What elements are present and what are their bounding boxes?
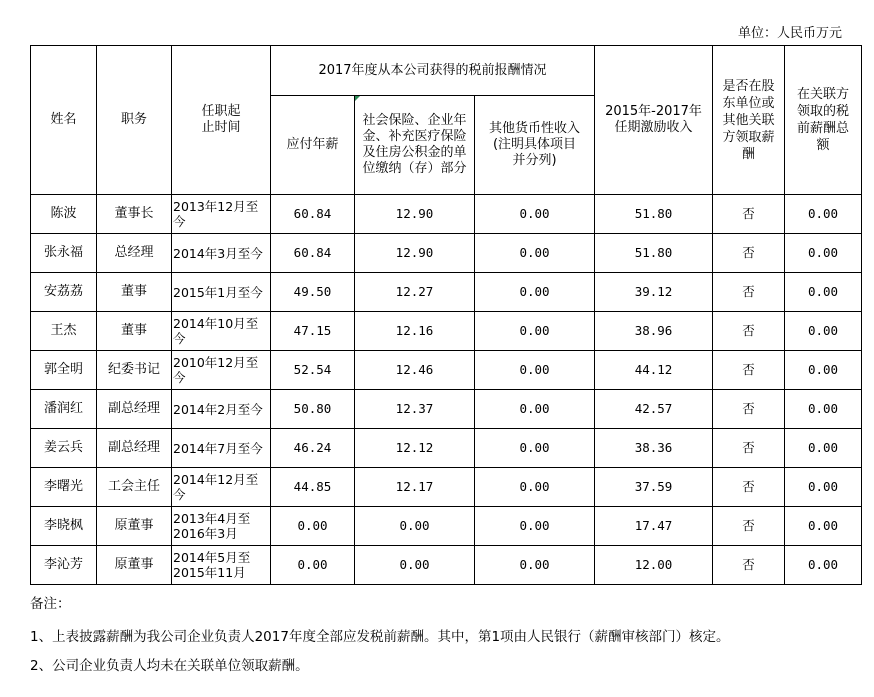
salary-table (30, 45, 862, 585)
cell-social-insurance: 0.00 (355, 546, 475, 585)
cell-incentive: 42.57 (595, 390, 713, 429)
cell-incentive: 17.47 (595, 507, 713, 546)
cell-incentive: 51.80 (595, 234, 713, 273)
cell-name: 郭全明 (31, 351, 97, 390)
cell-position: 总经理 (97, 234, 172, 273)
table-row (31, 351, 862, 390)
cell-term: 2010年12月至今 (172, 351, 271, 390)
cell-annual-salary: 60.84 (271, 195, 355, 234)
header-other-income (475, 96, 595, 195)
cell-position: 董事 (97, 273, 172, 312)
cell-position: 原董事 (97, 546, 172, 585)
cell-annual-salary: 52.54 (271, 351, 355, 390)
cell-name: 张永福 (31, 234, 97, 273)
cell-term: 2014年10月至今 (172, 312, 271, 351)
header-term-label: 任职起止时间 (201, 104, 241, 135)
cell-term: 2014年3月至今 (172, 234, 271, 273)
cell-term: 2014年12月至今 (172, 468, 271, 507)
comment-marker-icon (355, 96, 360, 101)
note-item: 2、公司企业负责人均未在关联单位领取薪酬。 (30, 658, 309, 674)
cell-social-insurance: 12.37 (355, 390, 475, 429)
table-row (31, 429, 862, 468)
cell-related-total: 0.00 (785, 195, 862, 234)
table-row (31, 312, 862, 351)
cell-related-party: 否 (713, 273, 785, 312)
cell-annual-salary: 60.84 (271, 234, 355, 273)
cell-name: 安荔荔 (31, 273, 97, 312)
cell-name: 李曙光 (31, 468, 97, 507)
notes-title: 备注： (30, 596, 71, 612)
cell-name: 李晓枫 (31, 507, 97, 546)
cell-term: 2014年7月至今 (172, 429, 271, 468)
cell-incentive: 38.36 (595, 429, 713, 468)
unit-label: 单位：人民币万元 (737, 26, 842, 41)
cell-related-total: 0.00 (785, 429, 862, 468)
cell-related-total: 0.00 (785, 273, 862, 312)
cell-incentive: 39.12 (595, 273, 713, 312)
header-annual-salary: 应付年薪 (271, 96, 355, 195)
header-social-insurance-label: 社会保险、企业年金、补充医疗保险及住房公积金的单位缴纳（存）部分 (362, 113, 467, 176)
header-related-total-label: 在关联方领取的税前薪酬总额 (797, 87, 850, 153)
cell-other-income: 0.00 (475, 351, 595, 390)
header-related-party (713, 46, 785, 195)
cell-incentive: 12.00 (595, 546, 713, 585)
note-item: 1、上表披露薪酬为我公司企业负责人2017年度全部应发税前薪酬。其中，第1项由人民银行（薪酬审核部门）核定。 (30, 629, 730, 645)
cell-name: 李沁芳 (31, 546, 97, 585)
cell-related-party: 否 (713, 546, 785, 585)
cell-related-party: 否 (713, 390, 785, 429)
header-incentive-label: 2015年-2017年任期激励收入 (605, 104, 702, 135)
cell-term: 2015年1月至今 (172, 273, 271, 312)
cell-annual-salary: 0.00 (271, 507, 355, 546)
cell-related-total: 0.00 (785, 507, 862, 546)
header-social-insurance (355, 96, 475, 195)
cell-position: 董事长 (97, 195, 172, 234)
cell-term: 2014年2月至今 (172, 390, 271, 429)
cell-name: 姜云兵 (31, 429, 97, 468)
cell-related-party: 否 (713, 507, 785, 546)
header-related-total (785, 46, 862, 195)
cell-term: 2013年12月至今 (172, 195, 271, 234)
cell-other-income: 0.00 (475, 429, 595, 468)
table-row (31, 390, 862, 429)
cell-social-insurance: 12.90 (355, 234, 475, 273)
cell-position: 董事 (97, 312, 172, 351)
cell-related-party: 否 (713, 312, 785, 351)
cell-related-party: 否 (713, 429, 785, 468)
cell-other-income: 0.00 (475, 195, 595, 234)
table-row (31, 195, 862, 234)
cell-term: 2014年5月至2015年11月 (172, 546, 271, 585)
cell-annual-salary: 50.80 (271, 390, 355, 429)
cell-social-insurance: 12.17 (355, 468, 475, 507)
cell-position: 工会主任 (97, 468, 172, 507)
table-row (31, 273, 862, 312)
header-position: 职务 (97, 46, 172, 195)
cell-position: 原董事 (97, 507, 172, 546)
cell-incentive: 44.12 (595, 351, 713, 390)
cell-other-income: 0.00 (475, 507, 595, 546)
cell-name: 陈波 (31, 195, 97, 234)
header-related-party-label: 是否在股东单位或其他关联方领取薪酬 (722, 78, 775, 162)
salary-table-body (31, 195, 862, 585)
cell-related-total: 0.00 (785, 234, 862, 273)
cell-annual-salary: 47.15 (271, 312, 355, 351)
cell-related-party: 否 (713, 195, 785, 234)
cell-related-total: 0.00 (785, 351, 862, 390)
cell-related-total: 0.00 (785, 468, 862, 507)
cell-other-income: 0.00 (475, 468, 595, 507)
cell-other-income: 0.00 (475, 234, 595, 273)
table-row (31, 468, 862, 507)
cell-position: 纪委书记 (97, 351, 172, 390)
cell-related-total: 0.00 (785, 312, 862, 351)
header-term (172, 46, 271, 195)
table-row (31, 234, 862, 273)
cell-social-insurance: 12.16 (355, 312, 475, 351)
cell-social-insurance: 12.12 (355, 429, 475, 468)
cell-other-income: 0.00 (475, 273, 595, 312)
cell-other-income: 0.00 (475, 390, 595, 429)
cell-position: 副总经理 (97, 429, 172, 468)
cell-social-insurance: 12.46 (355, 351, 475, 390)
cell-social-insurance: 12.27 (355, 273, 475, 312)
table-row (31, 546, 862, 585)
table-row (31, 507, 862, 546)
cell-related-total: 0.00 (785, 390, 862, 429)
cell-annual-salary: 44.85 (271, 468, 355, 507)
cell-name: 潘润红 (31, 390, 97, 429)
header-name: 姓名 (31, 46, 97, 195)
cell-annual-salary: 0.00 (271, 546, 355, 585)
cell-incentive: 37.59 (595, 468, 713, 507)
cell-annual-salary: 49.50 (271, 273, 355, 312)
header-other-income-label: 其他货币性收入(注明具体项目并分列) (488, 121, 580, 168)
cell-related-party: 否 (713, 234, 785, 273)
cell-incentive: 38.96 (595, 312, 713, 351)
cell-related-total: 0.00 (785, 546, 862, 585)
cell-incentive: 51.80 (595, 195, 713, 234)
cell-name: 王杰 (31, 312, 97, 351)
header-group: 2017年度从本公司获得的税前报酬情况 (271, 46, 595, 96)
cell-other-income: 0.00 (475, 546, 595, 585)
cell-related-party: 否 (713, 468, 785, 507)
cell-other-income: 0.00 (475, 312, 595, 351)
cell-related-party: 否 (713, 351, 785, 390)
cell-term: 2013年4月至2016年3月 (172, 507, 271, 546)
header-incentive (595, 46, 713, 195)
cell-social-insurance: 0.00 (355, 507, 475, 546)
cell-annual-salary: 46.24 (271, 429, 355, 468)
cell-social-insurance: 12.90 (355, 195, 475, 234)
cell-position: 副总经理 (97, 390, 172, 429)
